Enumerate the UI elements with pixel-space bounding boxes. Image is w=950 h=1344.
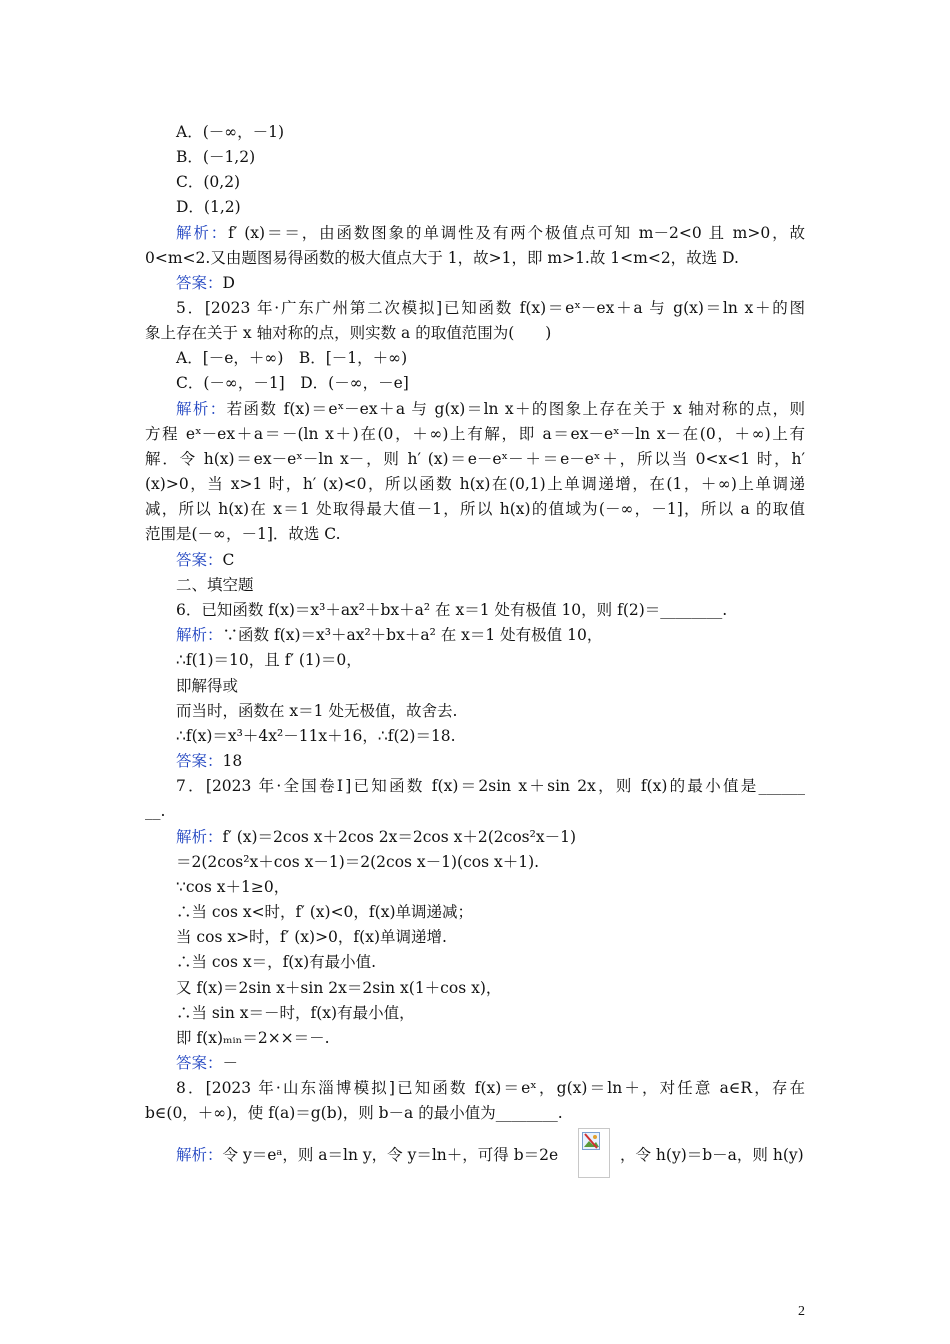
solution-label: 解析： bbox=[176, 224, 229, 242]
solution-line: 即 f(x)ₘᵢₙ＝2××＝－. bbox=[176, 1029, 330, 1047]
solution-line: 即解得或 bbox=[176, 677, 239, 695]
question-line: __. bbox=[145, 802, 166, 820]
question-6: 6．已知函数 f(x)＝x³＋ax²＋bx＋a² 在 x＝1 处有极值 10，则 f(2)＝________. bbox=[176, 601, 728, 619]
solution-line: ∴当 cos x<时，f′ (x)<0，f(x)单调递减； bbox=[176, 903, 473, 921]
answer-label: 答案： bbox=[176, 551, 223, 569]
answer-line: 答案：C bbox=[176, 551, 235, 569]
solution-line: 解析：f′ (x)＝＝，由函数图象的单调性及有两个极值点可知 m－2<0 且 m>0，故 bbox=[176, 224, 805, 242]
solution-line: 范围是(－∞，－1]．故选 C. bbox=[145, 525, 341, 543]
answer-line: 答案：D bbox=[176, 274, 235, 292]
solution-line: ∴f(1)＝10，且 f′ (1)＝0， bbox=[176, 651, 362, 669]
options-ab: A．[－e，＋∞) B．[－1，＋∞) bbox=[176, 349, 408, 367]
solution-line: 解析：令 y＝eᵃ，则 a＝ln y，令 y＝ln＋，可得 b＝2e bbox=[176, 1146, 559, 1164]
solution-line: ∴当 sin x＝－时，f(x)有最小值， bbox=[176, 1004, 415, 1022]
question-5: 5．[2023 年·广东广州第二次模拟]已知函数 f(x)＝eˣ－ex＋a 与 g(x)＝ln x＋的图 bbox=[176, 299, 806, 317]
solution-line: 又 f(x)＝2sin x＋sin 2x＝2sin x(1＋cos x)， bbox=[176, 979, 502, 997]
answer-line: 答案：18 bbox=[176, 752, 243, 770]
page-number: 2 bbox=[798, 1304, 805, 1319]
solution-line: ，令 h(y)＝b－a，则 h(y) bbox=[620, 1146, 804, 1164]
solution-line: 0<m<2.又由题图易得函数的极大值点大于 1，故>1，即 m>1.故 1<m<2，故选 D. bbox=[145, 249, 739, 267]
solution-line: (x)>0，当 x>1 时，h′ (x)<0，所以函数 h(x)在(0,1)上单调递增，在(1，＋∞)上单调递 bbox=[145, 475, 805, 493]
option-a: A．(－∞，－1) bbox=[176, 123, 285, 141]
answer-label: 答案： bbox=[176, 1054, 223, 1072]
solution-label: 解析： bbox=[176, 1146, 223, 1164]
solution-line: 减，所以 h(x)在 x＝1 处取得最大值－1，所以 h(x)的值域为(－∞，－1]，所以 a 的取值 bbox=[145, 500, 805, 518]
options-cd: C．(－∞，－1] D．(－∞，－e] bbox=[176, 374, 409, 392]
option-d: D．(1,2) bbox=[176, 198, 241, 216]
solution-label: 解析： bbox=[176, 626, 223, 644]
solution-line: 解析：∵函数 f(x)＝x³＋ax²＋bx＋a² 在 x＝1 处有极值 10， bbox=[176, 626, 603, 644]
solution-line: 解析：若函数 f(x)＝eˣ－ex＋a 与 g(x)＝ln x＋的图象上存在关于 x 轴对称的点，则 bbox=[176, 400, 805, 418]
answer-label: 答案： bbox=[176, 274, 223, 292]
solution-line: 解析：f′ (x)＝2cos x＋2cos 2x＝2cos x＋2(2cos²x－1) bbox=[176, 828, 576, 846]
question-line: b∈(0，＋∞)，使 f(a)＝g(b)，则 b－a 的最小值为________. bbox=[145, 1104, 563, 1122]
solution-line: 而当时，函数在 x＝1 处无极值，故舍去. bbox=[176, 702, 458, 720]
solution-label: 解析： bbox=[176, 828, 223, 846]
solution-line: ∴f(x)＝x³＋4x²－11x＋16，∴f(2)＝18. bbox=[176, 727, 456, 745]
answer-line: 答案：－ bbox=[176, 1054, 239, 1072]
answer-label: 答案： bbox=[176, 752, 223, 770]
section-heading: 二、填空题 bbox=[176, 576, 254, 594]
broken-image-icon bbox=[578, 1128, 610, 1178]
option-c: C．(0,2) bbox=[176, 173, 241, 191]
question-7: 7．[2023 年·全国卷Ⅰ]已知函数 f(x)＝2sin x＋sin 2x，则 f(x)的最小值是______ bbox=[176, 777, 805, 795]
solution-line: ＝2(2cos²x＋cos x－1)＝2(2cos x－1)(cos x＋1). bbox=[176, 853, 540, 871]
solution-line: 解．令 h(x)＝ex－eˣ－ln x－，则 h′ (x)＝e－eˣ－＋＝e－eˣ＋，所以当 0<x<1 时，h′ bbox=[145, 450, 805, 468]
solution-line: 当 cos x>时，f′ (x)>0，f(x)单调递增. bbox=[176, 928, 447, 946]
solution-line: 方程 eˣ－ex＋a＝－(ln x＋)在(0，＋∞)上有解，即 a＝ex－eˣ－ln x－在(0，＋∞)上有 bbox=[145, 425, 805, 443]
question-8: 8．[2023 年·山东淄博模拟]已知函数 f(x)＝eˣ，g(x)＝ln＋，对任意 a∈R，存在 bbox=[176, 1079, 805, 1097]
solution-label: 解析： bbox=[176, 400, 227, 418]
question-line: 象上存在关于 x 轴对称的点，则实数 a 的取值范围为( ) bbox=[145, 324, 552, 342]
solution-line: ∴当 cos x＝，f(x)有最小值. bbox=[176, 953, 377, 971]
solution-line: ∵cos x＋1≥0， bbox=[176, 878, 290, 896]
option-b: B．(－1,2) bbox=[176, 148, 256, 166]
